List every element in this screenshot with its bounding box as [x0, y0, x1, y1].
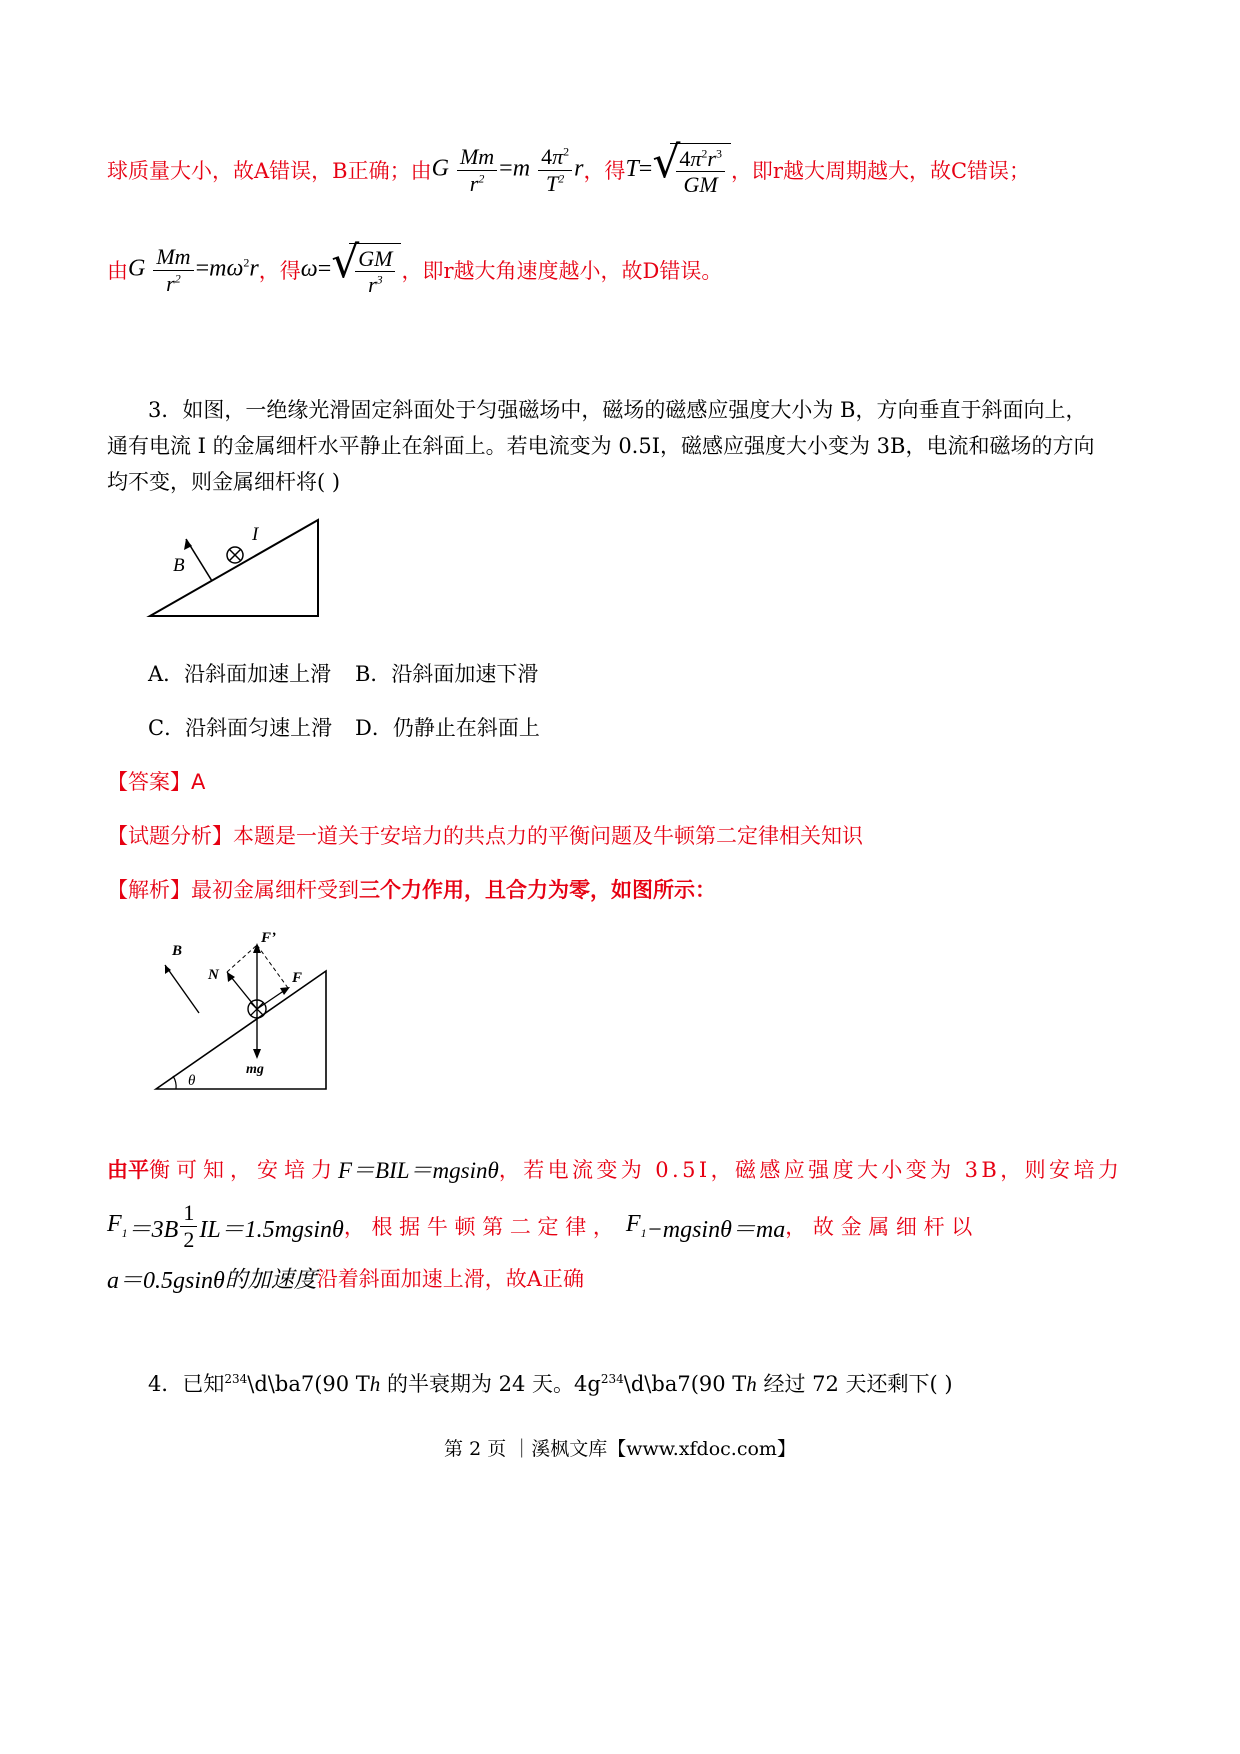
omega-formula: ω= √ $\frac{GM}{r^3}$ [301, 243, 402, 298]
option-d: D．仍静止在斜面上 [355, 716, 540, 740]
analysis-text: 本题是一道关于安培力的共点力的平衡问题及牛顿第二定律相关知识 [233, 824, 863, 848]
fig2-label-b: B [172, 943, 183, 959]
gravitation-formula: G $\frac{Mm}{r^2}$ =m $\frac{4\pi^2}{T^2}$ r [431, 144, 584, 196]
question-3-line-2: 通有电流 I 的金属细杆水平静止在斜面上。若电流变为 0.5I，磁感应强度大小变为 3B，电流和磁场的方向 [107, 434, 1095, 458]
sol-b7: ， 故 金 属 细 杆 以 [785, 1215, 973, 1239]
fig2-label-mg: mg [246, 1062, 264, 1077]
question-4: 4．已知$^{234}$\d\ba7(90 Th 的半衰期为 24 天。$4g^{234}\backslash d\backslash ba7(90$ Th 经过 72 天还剩下( ) [148, 1372, 953, 1396]
option-b: B．沿斜面加速下滑 [355, 662, 539, 686]
sol-c1: a＝0.5gsinθ [107, 1268, 225, 1294]
option-a: A．沿斜面加速上滑 [148, 662, 332, 686]
explain-label: 【解析】 [107, 878, 191, 902]
sol-a4: ，若电流变为 0.5I，磁感应强度大小变为 3B，则安培力 [498, 1157, 1123, 1182]
b-arrow [165, 965, 199, 1013]
fig2-label-f: F [292, 970, 303, 986]
answer-value: A [191, 770, 206, 794]
sol-a2: 衡可知，安培力 [149, 1157, 338, 1182]
sol-b3: IL＝1.5mgsinθ [199, 1216, 344, 1243]
analysis-label: 【试题分析】 [107, 824, 233, 848]
explain-line [107, 874, 716, 904]
q4-t2: \d\ba7(90 T [247, 1372, 370, 1396]
answer-label: 【答案】 [107, 770, 191, 794]
sol-a1: 由平 [107, 1157, 149, 1182]
sol-b2: ＝3B [127, 1216, 179, 1243]
fig1-label-b: B [173, 555, 185, 576]
analysis-line [107, 820, 863, 850]
theta-label: θ [188, 1073, 196, 1089]
sol-a3: F＝BIL＝mgsinθ [338, 1158, 499, 1183]
line1-text-c: ，即r越大周期越大，故C错误； [730, 159, 1031, 183]
fig2-label-n: N [208, 967, 219, 983]
explain-text-2: 三个力作用，且合力为零，如图所示： [359, 878, 716, 902]
answer-line [107, 766, 205, 796]
fig2-label-fprime: F’ [261, 930, 276, 946]
sol-b4: ， 根 据 牛 顿 第 二 定 律 ， [343, 1215, 614, 1239]
sol-b5: $F_1$ [625, 1211, 647, 1240]
q4-t1: 4．已知 [148, 1372, 225, 1396]
solution-line-2 [107, 1196, 972, 1256]
sol-c2: 的加速度 [224, 1267, 317, 1292]
line1-text-a: 球质量大小，故A错误，B正确；由 [107, 159, 432, 183]
period-formula: T= √ $\frac{4\pi^2r^3}{GM}$ [625, 143, 731, 198]
line2-text-a: 由 [107, 259, 128, 283]
q4-t4: \d\ba7(90 T [623, 1372, 747, 1396]
explain-text-1: 最初金属细杆受到 [191, 878, 359, 902]
option-c: C．沿斜面匀速上滑 [148, 716, 333, 740]
solution-line-1 [107, 1152, 1122, 1185]
explanation-line-2 [107, 236, 723, 300]
line2-text-b: ，得 [258, 259, 301, 283]
line2-text-c: ，即r越大角速度越小，故D错误。 [401, 259, 723, 283]
q4-t3: 的半衰期为 24 天。4g [386, 1372, 601, 1396]
half-fraction: $\frac{1}{2}$ [180, 1200, 197, 1252]
sol-c3: 沿着斜面加速上滑，故A正确 [316, 1266, 584, 1291]
line1-text-b: ，得 [583, 159, 626, 183]
page-footer: 第 2 页 ｜溪枫文库【www.xfdoc.com】 [444, 1438, 796, 1460]
angular-formula: G $\frac{Mm}{r^2}$ $=m\omega^2r$ [128, 244, 259, 296]
explanation-line-1 [107, 136, 1031, 200]
solution-line-3 [107, 1260, 584, 1295]
fig1-label-i: I [252, 524, 259, 545]
question-3-line-3: 均不变，则金属细杆将( ) [107, 470, 341, 494]
sol-b1: $F_1$ [107, 1211, 128, 1240]
question-3-line-1: 3．如图，一绝缘光滑固定斜面处于匀强磁场中，磁场的磁感应强度大小为 B，方向垂直于斜面向上， [148, 398, 1087, 422]
incline-figure-1 [140, 510, 340, 625]
q4-t5: 经过 72 天还剩下( ) [763, 1372, 953, 1396]
force-diagram [150, 925, 340, 1095]
sol-b6: −mgsinθ＝ma [646, 1216, 786, 1243]
